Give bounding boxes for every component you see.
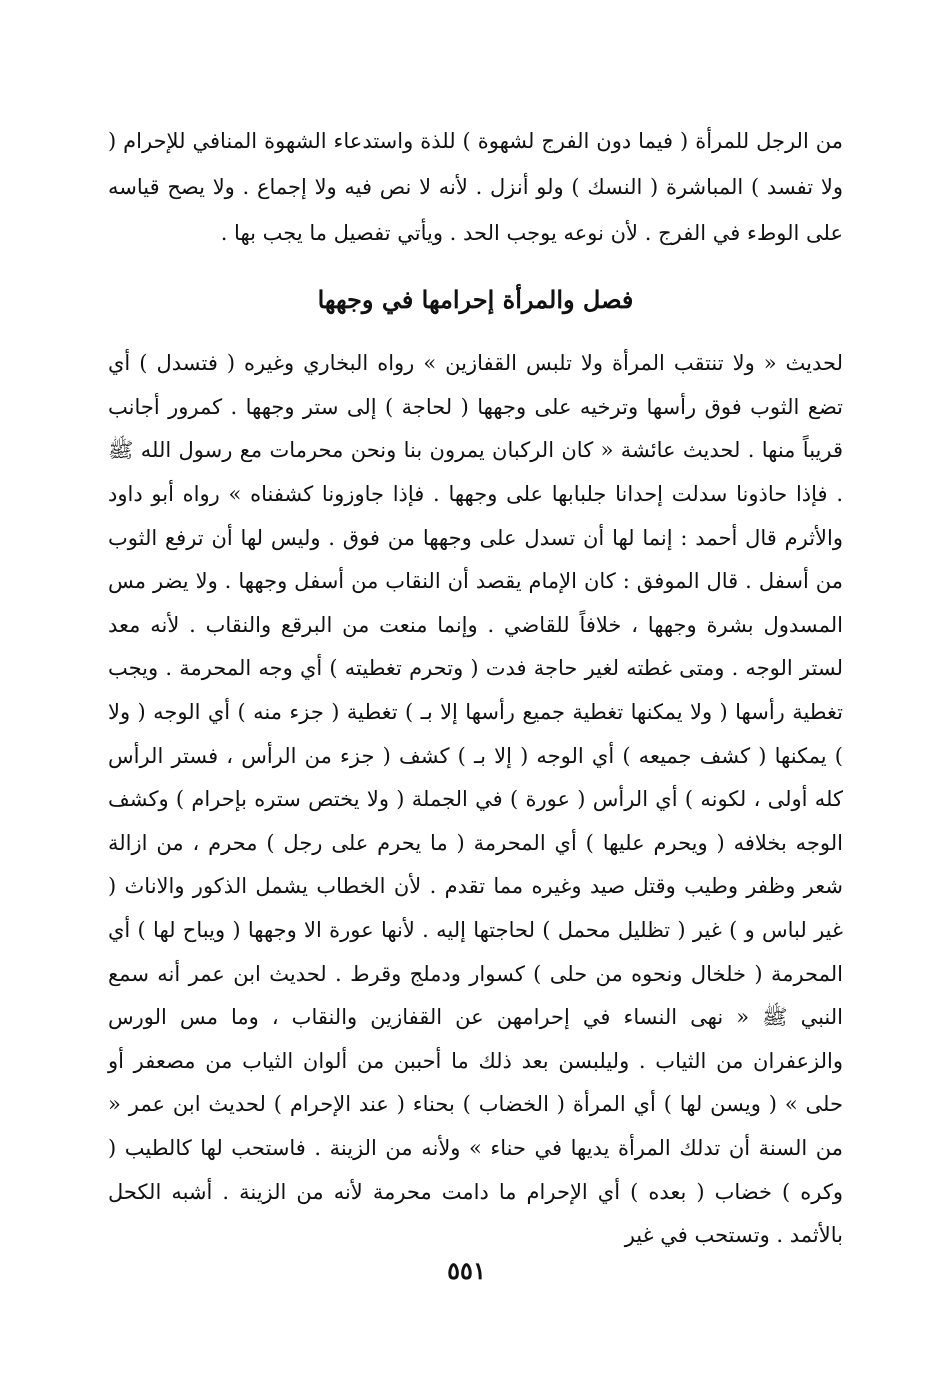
paragraph-main: لحديث « ولا تنتقب المرأة ولا تلبس القفازين » رواه البخاري وغيره ( فتسدل ) أي تضع الثوب فوق رأسها وترخيه على وجهها ( لحاجة ) إلى ستر وجهها . كمرور أجانب قريباً منها . لحديث عائشة « كان الركبان يمرون بنا ونحن محرمات مع رسول الله ﷺ . فإذا حاذونا سدلت إحدانا جلبابها على وجهها . فإذا جاوزونا كشفناه » رواه أبو داود والأثرم قال أحمد : إنما لها أن تسدل على وجهها من فوق . وليس لها أن ترفع الثوب من أسفل . قال الموفق : كان الإمام يقصد أن النقاب من أسفل وجهها . ولا يضر مس المسدول بشرة وجهها ، خلافاً للقاضي . وإنما منعت من البرقع والنقاب . لأنه معد لستر الوجه . ومتى غطته لغير حاجة فدت ( وتحرم تغطيته ) أي وجه المحرمة . ويجب تغطية رأسها ( ولا يمكنها تغطية جميع رأسها إلا بـ ) تغطية ( جزء منه ) أي الوجه ( ولا ) يمكنها ( كشف جميعه ) أي الوجه ( إلا بـ ) كشف ( جزء من الرأس ، فستر الرأس كله أولى ، لكونه ) أي الرأس ( عورة ) في الجملة ( ولا يختص ستره بإحرام ) وكشف الوجه بخلافه ( ويحرم عليها ) أي المحرمة ( ما يحرم على رجل ) محرم ، من ازالة شعر وظفر وطيب وقتل صيد وغيره مما تقدم . لأن الخطاب يشمل الذكور والاناث ( غير لباس و ) غير ( تظليل محمل ) لحاجتها إليه . لأنها عورة الا وجهها ( ويباح لها ) أي المحرمة ( خلخال ونحوه من حلى ) كسوار ودملج وقرط . لحديث ابن عمر أنه سمع النبي ﷺ « نهى النساء في إحرامهن عن القفازين والنقاب ، وما مس الورس والزعفران من الثياب . وليلبسن بعد ذلك ما أحببن من ألوان الثياب من مصعفر أو حلى » ( ويسن لها ) أي المرأة ( الخضاب ) بحناء ( عند الإحرام ) لحديث ابن عمر « من السنة أن تدلك المرأة يديها في حناء » ولأنه من الزينة . فاستحب لها كالطيب ( وكره ) خضاب ( بعده ) أي الإحرام ما دامت محرمة لأنه من الزينة . أشبه الكحل بالأثمد . وتستحب في غير	[108, 351, 843, 1248]
page-number: ٥٥١	[447, 1256, 486, 1285]
section-heading: فصل والمرأة إحرامها في وجهها	[317, 285, 634, 315]
page-body	[108, 118, 843, 1258]
paragraph-top: من الرجل للمرأة ( فيما دون الفرج لشهوة ) للذة واستدعاء الشهوة المنافي للإحرام ( ولا تفسد ) المباشرة ( النسك ) ولو أنزل . لأنه لا نص فيه ولا إجماع . ولا يصح قياسه على الوطء في الفرج . لأن نوعه يوجب الحد . ويأتي تفصيل ما يجب بها .	[108, 129, 843, 246]
